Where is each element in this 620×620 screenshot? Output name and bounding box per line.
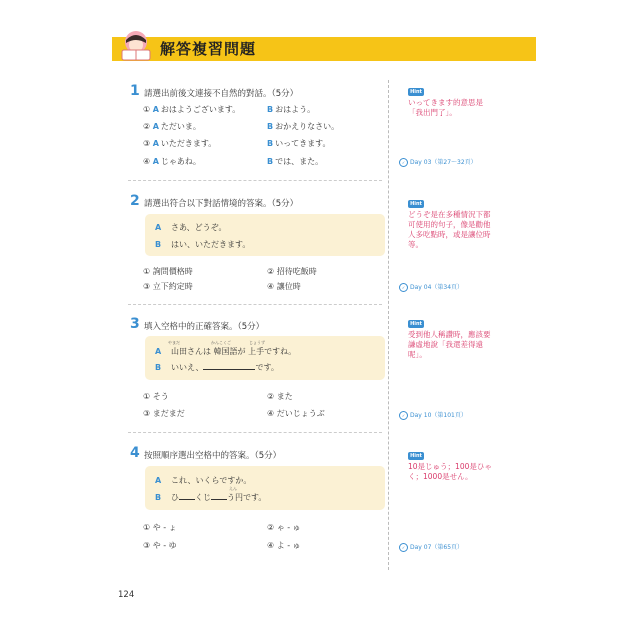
q3-option-3: ③ まだまだ	[143, 409, 185, 418]
q3-hint-badge: Hint	[408, 320, 424, 328]
question-4-number: 4	[130, 445, 140, 461]
q4-option-1: ① や - ょ	[143, 523, 177, 532]
q3-furigana-jouzu: じょうず	[249, 340, 265, 345]
q2-option-1: ① 詢問價格時	[143, 267, 193, 276]
q1-hint-text: いってきます的意思是「我出門了」。	[408, 98, 483, 117]
q1-option-3-a: ③ A いただきます。	[143, 139, 217, 148]
question-4-prompt: 按照順序選出空格中的答案。（5分）	[144, 451, 282, 461]
q3-option-2: ② また	[267, 392, 293, 401]
q3-option-4: ④ だいじょうぶ	[267, 409, 325, 418]
q4-furigana-en: えん	[229, 486, 237, 491]
book-icon: ✓	[399, 158, 408, 167]
q1-option-2-b: B おかえりなさい。	[267, 122, 340, 131]
q4-dialog-box	[145, 466, 385, 510]
book-icon: ✓	[399, 411, 408, 420]
question-2-prompt: 請選出符合以下對話情境的答案。（5分）	[144, 199, 299, 209]
q1-option-1-a: ① A おはようございます。	[143, 105, 241, 114]
q2-option-4: ④ 讓位時	[267, 282, 301, 291]
q4-option-2: ② ゃ - ゅ	[267, 523, 301, 532]
question-separator	[128, 432, 382, 433]
q4-dialog-line-b: B ひ くじ う円です。	[155, 493, 267, 502]
q4-option-3: ③ や - ゆ	[143, 541, 177, 550]
book-icon: ✓	[399, 543, 408, 552]
question-separator	[128, 180, 382, 181]
q2-option-2: ② 招待吃飯時	[267, 267, 317, 276]
q4-answer-blank-1	[179, 499, 195, 500]
q1-option-1-b: B おはよう。	[267, 105, 316, 114]
q2-option-3: ③ 立下約定時	[143, 282, 193, 291]
q1-option-2-a: ② A ただいま。	[143, 122, 201, 131]
q1-hint-badge: Hint	[408, 88, 424, 96]
question-1-prompt: 請選出前後文連接不自然的對話。（5分）	[144, 89, 299, 99]
q4-hint-text: 10是じゅう；100是ひゃく；1000是せん。	[408, 462, 492, 481]
q2-hint-text: どうぞ是在多種情況下都可使用的句子，像是勸他人多吃點時，或是讓位時等。	[408, 210, 491, 249]
q2-dialog-line-a: A さあ、どうぞ。	[155, 223, 227, 232]
q2-dialog-line-b: B はい、いただきます。	[155, 240, 251, 249]
question-3-prompt: 填入空格中的正確答案。（5分）	[144, 322, 265, 332]
q4-hint-badge: Hint	[408, 452, 424, 460]
q3-furigana-yamada: やまだ	[168, 340, 180, 345]
question-separator	[128, 304, 382, 305]
q3-dialog-line-a: A 山田さんは 韓国語が 上手ですね。	[155, 347, 297, 356]
q1-option-4-a: ④ A じゃあね。	[143, 157, 201, 166]
q3-dialog-line-b: B いいえ、 です。	[155, 363, 279, 372]
page-number: 124	[118, 590, 135, 600]
q4-reference: ✓ Day 07（第65頁）	[399, 542, 463, 552]
q3-dialog-box	[145, 336, 385, 380]
q3-reference: ✓ Day 10（第101頁）	[399, 410, 467, 420]
q3-option-1: ① そう	[143, 392, 169, 401]
q2-reference: ✓ Day 04（第34頁）	[399, 282, 463, 292]
q4-answer-blank-2	[211, 499, 227, 500]
q3-hint-text: 受到他人稱讚時，應該要謙虛地說「我還差得遠呢」。	[408, 330, 491, 359]
question-3-number: 3	[130, 316, 140, 332]
q1-option-3-b: B いってきます。	[267, 139, 331, 148]
q3-furigana-kankokugo: かんこくご	[211, 340, 231, 345]
q4-option-4: ④ よ - ゅ	[267, 541, 301, 550]
q1-reference: ✓ Day 03（第27～32頁）	[399, 157, 477, 167]
book-icon: ✓	[399, 283, 408, 292]
q3-answer-blank	[203, 369, 255, 370]
q4-dialog-line-a: A これ、いくらですか。	[155, 476, 252, 485]
page-title: 解答複習問題	[160, 40, 257, 58]
question-2-number: 2	[130, 193, 140, 209]
q2-hint-badge: Hint	[408, 200, 424, 208]
column-divider	[388, 80, 389, 570]
q1-option-4-b: B では、また。	[267, 157, 324, 166]
reading-girl-illustration	[116, 28, 156, 62]
question-1-number: 1	[130, 83, 140, 99]
